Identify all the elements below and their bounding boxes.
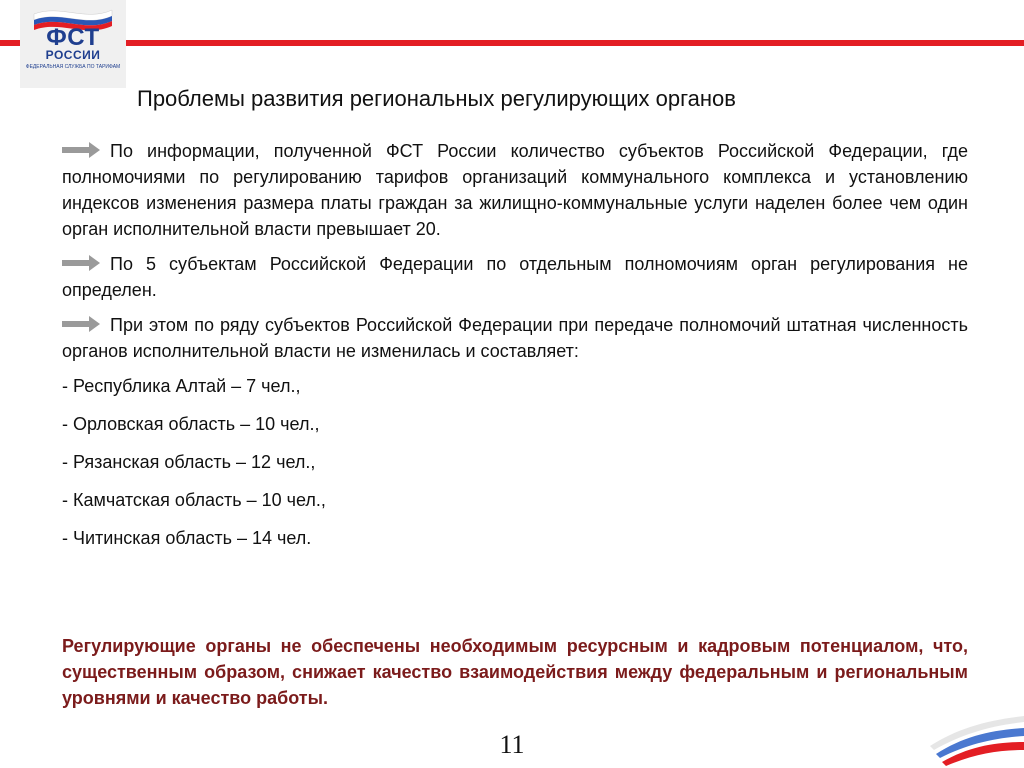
logo-tagline: ФЕДЕРАЛЬНАЯ СЛУЖБА ПО ТАРИФАМ [25, 64, 121, 70]
paragraph-2-text: По 5 субъектам Российской Федерации по отдельным полномочиям орган регулирования не определен. [62, 254, 968, 300]
list-item: - Камчатская область – 10 чел., [62, 490, 326, 510]
list-item: - Читинская область – 14 чел. [62, 528, 312, 548]
list-item: - Республика Алтай – 7 чел., [62, 376, 301, 396]
paragraph-2 [62, 251, 968, 303]
header-rule [126, 40, 1024, 46]
paragraph-1-text: По информации, полученной ФСТ России количество субъектов Российской Федерации, где полномочиями по регулированию тарифов организаций коммунального комплекса и установлению индексов изменения размера платы граждан за жилищно-коммунальные услуги наделен более чем один орган исполнительной власти превышает 20. [62, 141, 968, 239]
slide-title: Проблемы развития региональных регулирующих органов [137, 86, 736, 111]
paragraph-3-text: При этом по ряду субъектов Российской Федерации при передаче полномочий штатная численность органов исполнительной власти не изменилась и составляет: [62, 315, 968, 361]
flag-swoosh-icon [928, 708, 1024, 768]
fst-logo [20, 0, 126, 88]
arrow-right-icon [62, 316, 100, 332]
slide-body [62, 138, 968, 563]
logo-title: ФСТ [46, 24, 100, 51]
conclusion-text: Регулирующие органы не обеспечены необходимым ресурсным и кадровым потенциалом, что, существенным образом, снижает качество взаимодействия между федеральным и региональным уровнями и качество работы. [62, 636, 968, 708]
page-number: 11 [499, 730, 525, 759]
arrow-right-icon [62, 142, 100, 158]
list-item: - Рязанская область – 12 чел., [62, 452, 316, 472]
paragraph-1 [62, 138, 968, 242]
logo-subtitle: РОССИИ [45, 48, 101, 62]
header-rule-left [0, 40, 20, 46]
paragraph-3 [62, 312, 968, 364]
arrow-right-icon [62, 255, 100, 271]
list-item: - Орловская область – 10 чел., [62, 414, 320, 434]
